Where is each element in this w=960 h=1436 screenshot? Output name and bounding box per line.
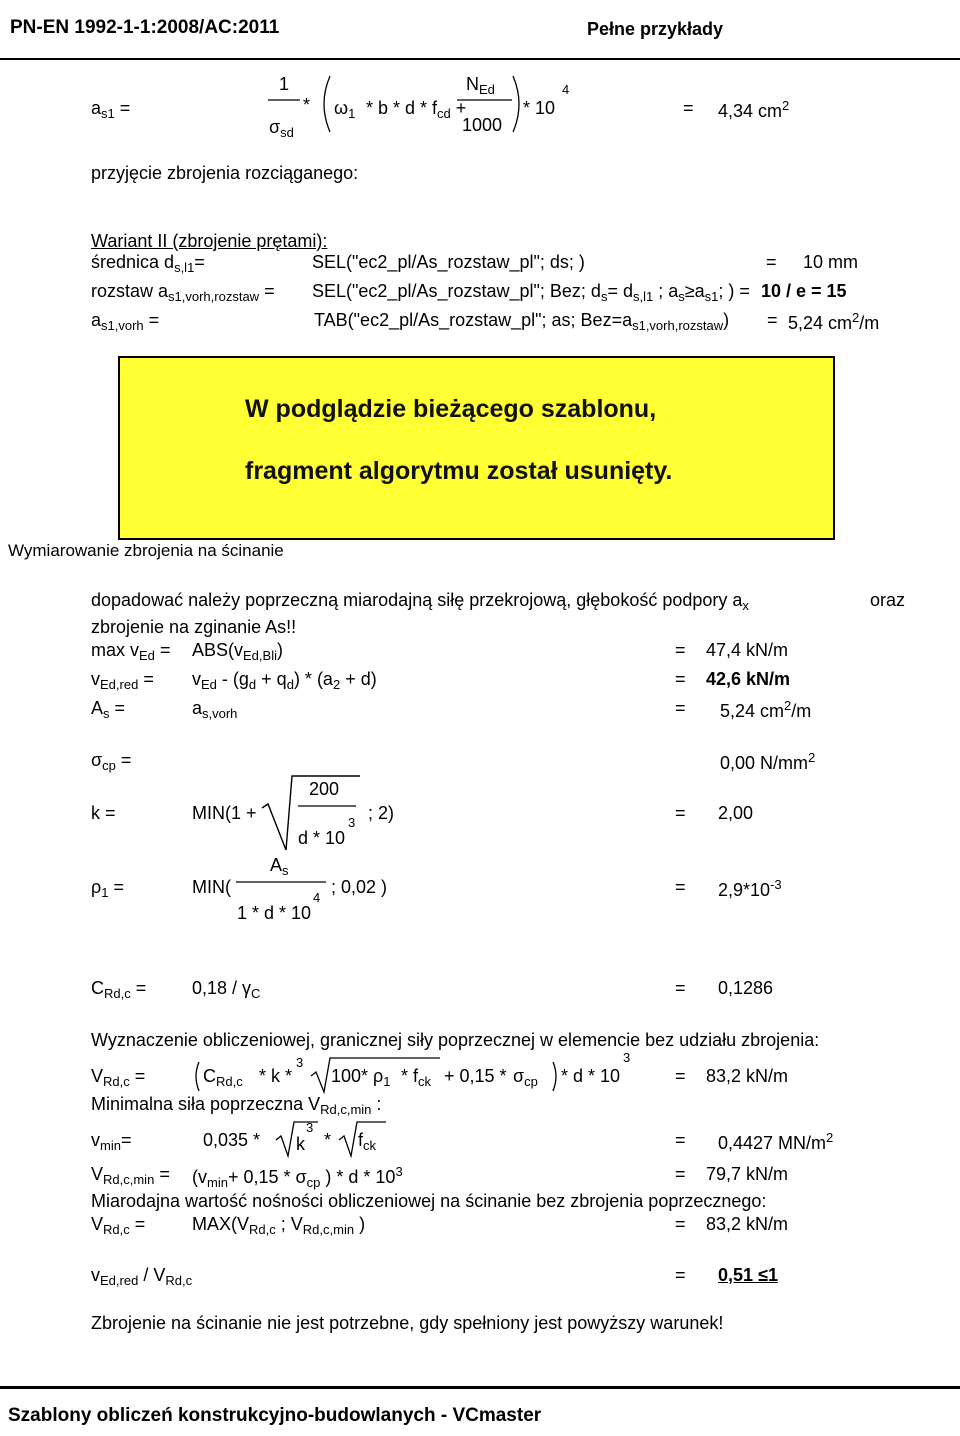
- vrdc-d-sup: 3: [623, 1050, 631, 1065]
- as1-nden: 1000: [462, 115, 503, 135]
- as1-result: 4,34 $cm^2$: [718, 98, 790, 121]
- vred-result: 42,6 kN/m: [706, 669, 791, 689]
- rho-label: $\rho_1$ =: [91, 877, 125, 900]
- srednica-label: średnica $d_{s,l1}=$: [91, 252, 205, 275]
- as1-omega: $\omega_1$: [334, 98, 356, 121]
- As-expr: $a_{s,vorh}$: [192, 698, 238, 721]
- standard-label: PN-EN 1992-1-1:2008/AC:2011: [10, 17, 280, 38]
- miarodajna-text: Miarodajna wartość nośności obliczeniowej na ścinanie bez zbrojenia poprzecznego:: [91, 1191, 767, 1211]
- crd-expr: $0,18 / \gamma_C$: [192, 978, 261, 1001]
- para-line-2: zbrojenie na zginanie As!!: [91, 617, 297, 637]
- maxv-expr: $ABS(v_{Ed,Bli})$: [192, 640, 283, 663]
- rho-den: 1 * d * 10: [237, 903, 312, 923]
- vrdcmax-expr: $MAX(V_{Rd,c}$ ; $V_{Rd,c,min}$ ): [192, 1214, 366, 1237]
- rho-den-sup: 4: [313, 890, 321, 905]
- section-heading: Wymiarowanie zbrojenia na ścinanie: [8, 541, 284, 560]
- k-den: d * 10: [298, 828, 346, 848]
- wariant-heading: Wariant II (zbrojenie prętami):: [91, 231, 328, 251]
- vmin-label: $v_{min}=$: [91, 1130, 132, 1153]
- vrdc-100: 100*: [331, 1066, 369, 1086]
- vrdcmin-expr: ($v_{min}+ 0,15 * \sigma_{cp}$ ) * d * $10^3$: [192, 1164, 403, 1190]
- vred-label: $v_{Ed,red}$ =: [91, 669, 154, 692]
- wyznaczenie-text: Wyznaczenie obliczeniowej, granicznej siły poprzecznej w elemencie bez udziału zbrojenia:: [91, 1030, 820, 1050]
- vrdc-k: * k *: [259, 1066, 293, 1086]
- As-result: 5,24 $cm^2/m$: [720, 698, 812, 721]
- k-eq: =: [675, 803, 686, 823]
- vrdc-crd: $C_{Rd,c}$: [203, 1066, 243, 1089]
- ratio-eq: =: [675, 1265, 686, 1285]
- ratio-label: $v_{Ed,red} / V_{Rd,c}$: [91, 1265, 193, 1288]
- para-line-1-tail: oraz: [870, 590, 906, 610]
- notice-line-1: W podglądzie bieżącego szablonu,: [245, 395, 657, 423]
- vrdc-eq: =: [675, 1066, 686, 1086]
- vmin-mul: *: [324, 1130, 332, 1150]
- vrdcmin-label: $V_{Rd,c,min}$ =: [91, 1164, 170, 1187]
- srednica-res-eq: =: [766, 252, 777, 272]
- vrdc-fck: * $f_{ck}$: [401, 1066, 432, 1089]
- vrdc-plus: + 0,15 *: [444, 1066, 507, 1086]
- vorh-result: 5,24 $cm^2/m$: [788, 310, 880, 333]
- para-line-1: dopadować należy poprzeczną miarodajną siłę przekrojową, głębokość podpory $a_x$: [91, 590, 749, 613]
- notice-line-2: fragment algorytmu został usunięty.: [245, 457, 673, 485]
- rozstaw-label: rozstaw $a_{s1,vorh,rozstaw}$ =: [91, 281, 275, 304]
- maxv-eq: =: [675, 640, 686, 660]
- minimalna-text: Minimalna siła poprzeczna $V_{Rd,c,min}$ :: [91, 1094, 382, 1117]
- k-tail: ; 2): [368, 803, 395, 823]
- as1-num: 1: [279, 74, 290, 94]
- page-footer: [0, 1386, 960, 1436]
- as1-lhs: $a_{s1}$ =: [91, 98, 131, 121]
- vrdc-d: * d * 10: [561, 1066, 621, 1086]
- As-label: $A_s$ =: [91, 698, 126, 721]
- vmin-const: 0,035 *: [203, 1130, 261, 1150]
- as1-res-eq: =: [683, 98, 694, 118]
- vrdc-root-index: 3: [296, 1055, 304, 1070]
- as1-mid: * b * d * $f_{cd}$ +: [366, 98, 467, 121]
- as1-nnum: $N_{Ed}$: [466, 74, 495, 97]
- k-label: k =: [91, 803, 116, 823]
- vmin-eq: =: [675, 1130, 686, 1150]
- maxv-result: 47,4 kN/m: [706, 640, 789, 660]
- vrdc-rho: $\rho_1$: [373, 1066, 391, 1089]
- crd-eq: =: [675, 978, 686, 998]
- vmin-k: k: [296, 1134, 305, 1154]
- vrdcmin-eq: =: [675, 1164, 686, 1184]
- as1-tail: * 10: [523, 98, 556, 118]
- footer-text: Szablony obliczeń konstrukcyjno-budowlanych - VCmaster: [8, 1405, 542, 1426]
- header-title: Pełne przykłady: [587, 19, 724, 39]
- rho-min: MIN(: [192, 877, 231, 897]
- vred-eq: =: [675, 669, 686, 689]
- rho-tail: ; 0,02 ): [331, 877, 388, 897]
- rozstaw-expr: SEL("ec2_pl/As_rozstaw_pl"; Bez; $d_s= d_{s,l1}$ ; $a_s\ge a_{s1}$; ) =: [312, 281, 750, 304]
- rho-eq: =: [675, 877, 686, 897]
- vorh-expr: TAB("ec2_pl/As_rozstaw_pl"; as; $Bez=a_{s1,vorh,rozstaw}$): [314, 310, 730, 333]
- srednica-expr: SEL("ec2_pl/As_rozstaw_pl"; ds; ): [312, 252, 585, 272]
- vrdc-label: $V_{Rd,c}$ =: [91, 1066, 146, 1089]
- przyjecie-text: przyjęcie zbrojenia rozciąganego:: [91, 163, 359, 183]
- srednica-result: 10 mm: [803, 252, 859, 272]
- as1-den: $\sigma_{sd}$: [269, 117, 294, 140]
- vrdcmin-result: 79,7 kN/m: [706, 1164, 789, 1184]
- vrdcmax-result: 83,2 kN/m: [706, 1214, 789, 1234]
- scp-label: $\sigma_{cp}$ =: [91, 750, 132, 773]
- as1-tail-sup: 4: [562, 82, 570, 97]
- k-result: 2,00: [718, 803, 754, 823]
- crd-label: $C_{Rd,c}$ =: [91, 978, 147, 1001]
- ratio-result: 0,51 ≤1: [718, 1265, 778, 1285]
- vorh-label: $a_{s1,vorh}$ =: [91, 310, 160, 333]
- vrdcmax-eq: =: [675, 1214, 686, 1234]
- as1-mul: *: [303, 95, 311, 115]
- vrdc-sigma: $\sigma_{cp}$: [513, 1066, 538, 1089]
- rho-num: $A_s$: [270, 855, 289, 878]
- vorh-res-eq: =: [767, 310, 778, 330]
- As-eq: =: [675, 698, 686, 718]
- conclusion-text: Zbrojenie na ścinanie nie jest potrzebne, gdy spełniony jest powyższy warunek!: [91, 1313, 724, 1333]
- k-den-sup: 3: [348, 815, 356, 830]
- k-num: 200: [309, 779, 340, 799]
- vmin-result: 0,4427 $MN/m^2$: [718, 1130, 834, 1153]
- maxv-label: $\max v_{Ed}$ =: [91, 640, 171, 663]
- scp-result: 0,00 $N/mm^2$: [720, 750, 816, 773]
- rozstaw-result: 10 / e = 15: [761, 281, 847, 301]
- crd-result: 0,1286: [718, 978, 774, 998]
- vrdcmax-label: $V_{Rd,c}$ =: [91, 1214, 146, 1237]
- vmin-root-index: 3: [306, 1120, 314, 1135]
- k-min: MIN(1 +: [192, 803, 257, 823]
- vmin-fck: $f_{ck}$: [358, 1130, 377, 1153]
- rho-result: $2,9*10^{-3}$: [718, 877, 782, 900]
- vrdc-result: 83,2 kN/m: [706, 1066, 789, 1086]
- vred-expr: $v_{Ed} - (g_d + q_d) * (a_2 + d)$: [192, 669, 377, 692]
